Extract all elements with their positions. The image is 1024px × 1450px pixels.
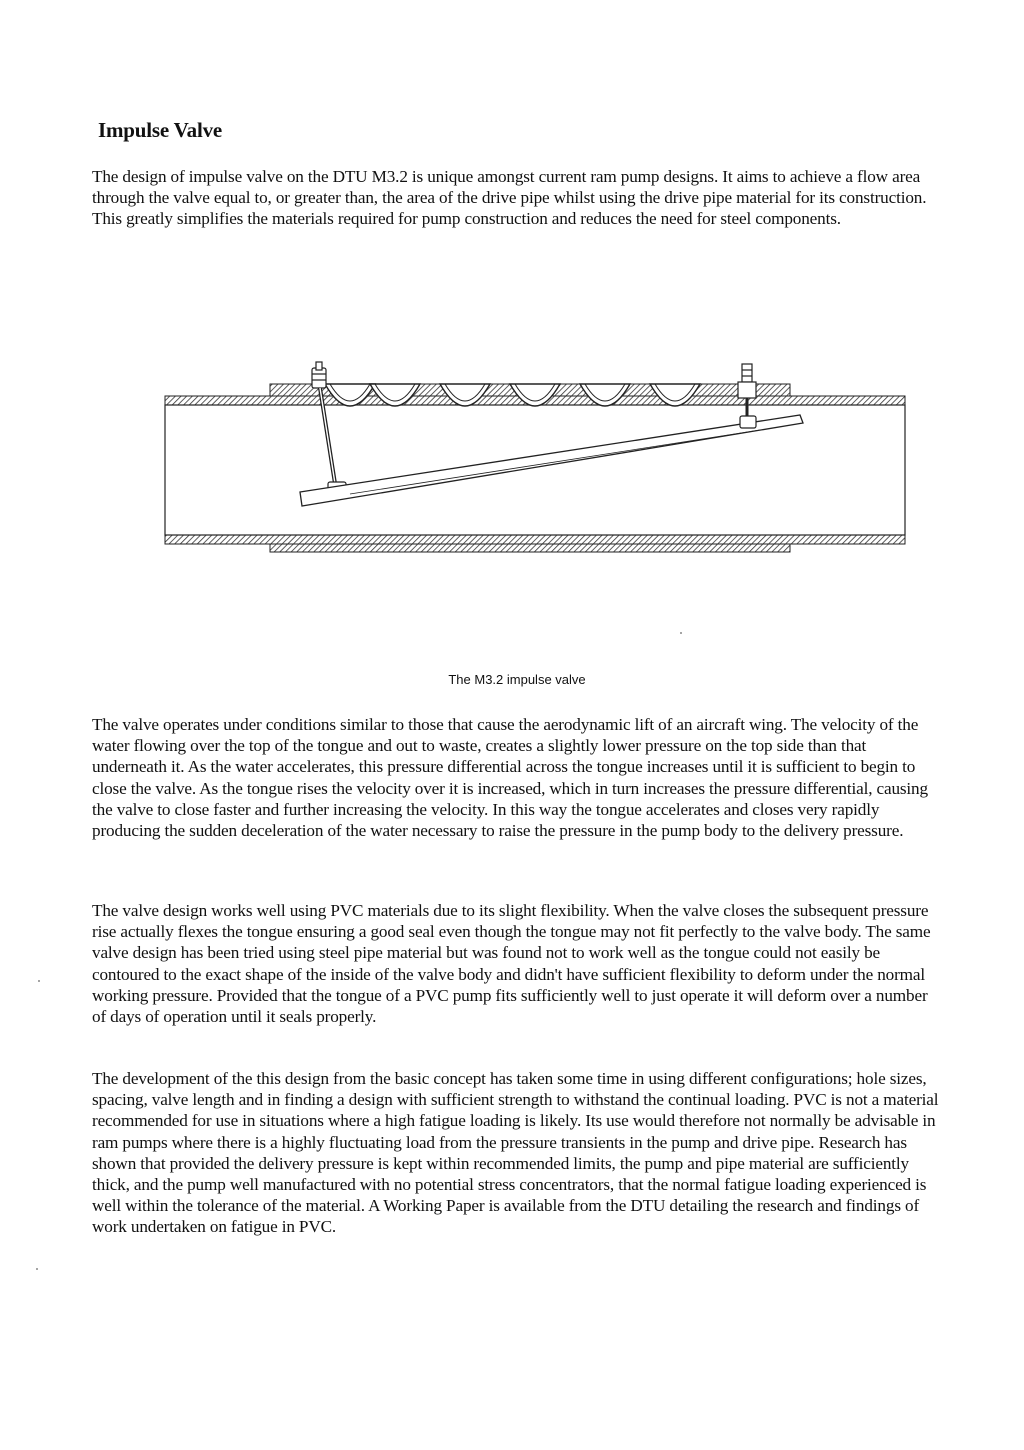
valve-body-bottom [270,544,790,552]
section-heading: Impulse Valve [98,118,223,142]
scan-speck [680,632,682,634]
impulse-valve-diagram [160,360,910,560]
pipe-bottom-wall [165,535,905,544]
operation-paragraph: The valve operates under conditions similar to those that cause the aerodynamic lift of an aircraft wing. The velocity of the water flowing over the top of the tongue and out to waste, creates a slightly lower pressure on the top side than that underneath it. As the water accelerates, this pressure differential across the tongue increases until it is sufficient to begin to close the valve. As the tongue rises the velocity over it is increased, which in turn increases the pressure differential, causing the valve to close faster and further increasing the velocity. In this way the tongue accelerates and closes very rapidly producing the sudden deceleration of the water necessary to raise the pressure in the pump body to the delivery pressure. [92,715,928,841]
figure-caption: The M3.2 impulse valve [448,672,586,687]
scan-speck [36,1268,38,1270]
scan-speck [38,980,40,982]
development-paragraph: The development of the this design from the basic concept has taken some time in using different configurations; hole sizes, spacing, valve length and in finding a design with sufficient strength to withstand the continual loading. PVC is not a material recommended for use in situations where a high fatigue loading is likely. Its use would therefore not normally be advisable in ram pumps where there is a highly fluctuating load from the pressure transients in the pump and drive pipe. Research has shown that provided the delivery pressure is kept within recommended limits, the pump and pipe material are sufficiently thick, and the pump well manufactured with no potential stress concentrators, that the normal fatigue loading experienced is well within the tolerance of the material. A Working Paper is available from the DTU detailing the research and findings of work undertaken on fatigue in PVC. [92,1069,939,1237]
intro-paragraph: The design of impulse valve on the DTU M3.2 is unique amongst current ram pump designs. It aims to achieve a flow area through the valve equal to, or greater than, the area of the drive pipe whilst using the drive pipe material for its construction. This greatly simplifies the materials required for pump construction and reduces the need for steel components. [92,167,927,229]
pivot-bolt [738,364,756,428]
materials-paragraph: The valve design works well using PVC materials due to its slight flexibility. When the valve closes the subsequent pressure rise actually flexes the tongue ensuring a good seal even though the tongue may not fit perfectly to the valve body. The same valve design has been tried using steel pipe material but was found not to work well as the tongue could not easily be contoured to the exact shape of the inside of the valve body and didn't have sufficient flexibility to deform under the normal working pressure. Provided that the tongue of a PVC pump fits sufficiently well to just operate it will deform over a number of days of operation until it seals properly. [92,901,931,1027]
